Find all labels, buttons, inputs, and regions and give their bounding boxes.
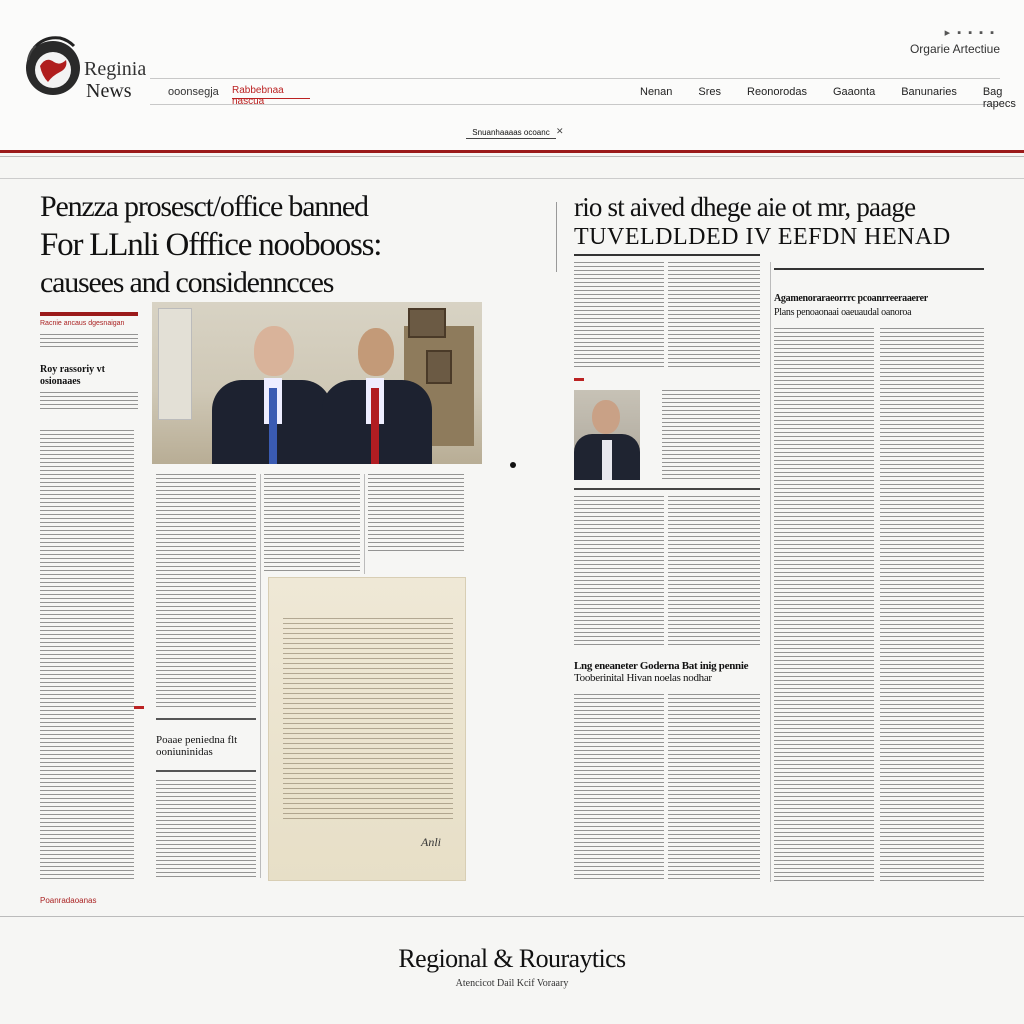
body-column-1 [156,474,256,708]
column-divider [364,474,365,574]
footer-rule [0,916,1024,917]
sub-search-bar[interactable]: Snuanhaaaas ocoanc [466,128,556,139]
header-red-rule [0,150,1024,153]
far-right-top-rule [774,268,984,270]
headline-line-1: Penzza prosesct/office banned [40,190,368,223]
nav-item-0[interactable]: Nenan [640,86,673,98]
secondary-headline-line-2: TUVELDLDED IV EEFDN HENAD [574,224,951,250]
sidebar-summary [40,392,138,412]
secondary-headline[interactable] [574,192,994,252]
site-header [0,0,1024,150]
body-column-3 [368,474,464,554]
right-section2-heading[interactable]: Lng eneaneter Goderna Bat inig pennie [574,660,749,672]
photo-person-left [212,314,332,464]
section-rule [156,718,256,720]
sidebar-accent-bar [40,312,138,316]
nav-divider-top [150,78,1000,79]
header-grey-rule [0,156,1024,157]
footer-subtitle: Atencicot Dail Kcif Voraary [455,978,569,989]
photo-person-right [322,314,432,464]
headline-line-3: causees and considenncces [40,266,334,299]
brand-subtitle[interactable]: News [86,80,132,102]
headline-line-2: For LLnli Offfice noobooss: [40,227,382,263]
column-divider [260,474,261,878]
article-photo[interactable] [152,302,482,464]
body-column-2 [264,474,360,574]
footer-title[interactable]: Regional & Rouraytics [398,944,626,973]
right-mid-rule [574,488,760,490]
nav-item-5[interactable]: Bag rapecs [982,86,1016,110]
globe-logo-icon[interactable] [22,26,84,104]
right-section1-sub: Plans penoaonaai oaeuaudal oanoroa [774,307,912,318]
right-column-d [574,496,664,646]
pull-heading[interactable]: Poaae peniedna flt ooniuninidas [156,734,238,758]
sidebar-heading[interactable]: Roy rassoriy vt osionaaes [40,364,105,387]
nav-item-left[interactable]: ooonsegja [168,86,219,98]
bullet-dot [510,462,516,468]
right-divider [770,262,771,882]
secondary-photo[interactable] [574,390,640,480]
utility-icons[interactable]: ▸ ▪ ▪ ▪ ▪ [944,27,996,39]
content-top-rule [0,178,1024,179]
nav-item-2[interactable]: Reonorodas [747,86,807,98]
nav-item-3[interactable]: Gaaonta [832,86,876,98]
section-rule [156,770,256,772]
nav-item-4[interactable]: Banunaries [901,86,957,98]
nav-item-1[interactable]: Sres [698,86,722,98]
far-right-column-2 [880,328,984,882]
brand-name[interactable]: Reginia [84,58,147,80]
right-red-marker [574,378,584,381]
footer-label[interactable]: Poanradaoanas [40,896,97,905]
right-column-c [662,390,760,480]
sidebar-body-text [40,430,134,880]
main-nav [640,86,1024,110]
close-icon[interactable]: ✕ [556,126,564,136]
right-column-a [574,262,664,368]
right-section2-sub: Tooberinital Hivan noelas nodhar [574,672,712,684]
account-link[interactable]: Orgarie Artectiue [909,42,1000,56]
sidebar-dek [40,334,138,348]
headline-bracket [556,202,561,272]
body-column-4 [156,780,256,880]
right-column-b [668,262,760,368]
document-text [283,618,453,820]
right-column-g [668,694,760,880]
article-headline[interactable] [40,188,540,302]
right-section1-heading[interactable]: Agamenoraraeorrrc pcoanrreeraaerer [774,293,928,304]
search-input[interactable]: Rabbebnaa nascua [232,85,310,99]
photo-door [158,308,192,420]
document-signature: Anli [421,835,441,849]
far-right-column-1 [774,328,874,882]
sidebar-kicker: Racnie ancaus dgesnaigan [40,320,125,327]
right-column-e [668,496,760,646]
document-scan[interactable] [268,577,466,881]
right-top-rule [574,254,760,256]
secondary-headline-line-1: rio st aived dhege aie ot mr, paage [574,192,916,222]
right-column-f [574,694,664,880]
sidebar-red-marker [134,706,144,709]
